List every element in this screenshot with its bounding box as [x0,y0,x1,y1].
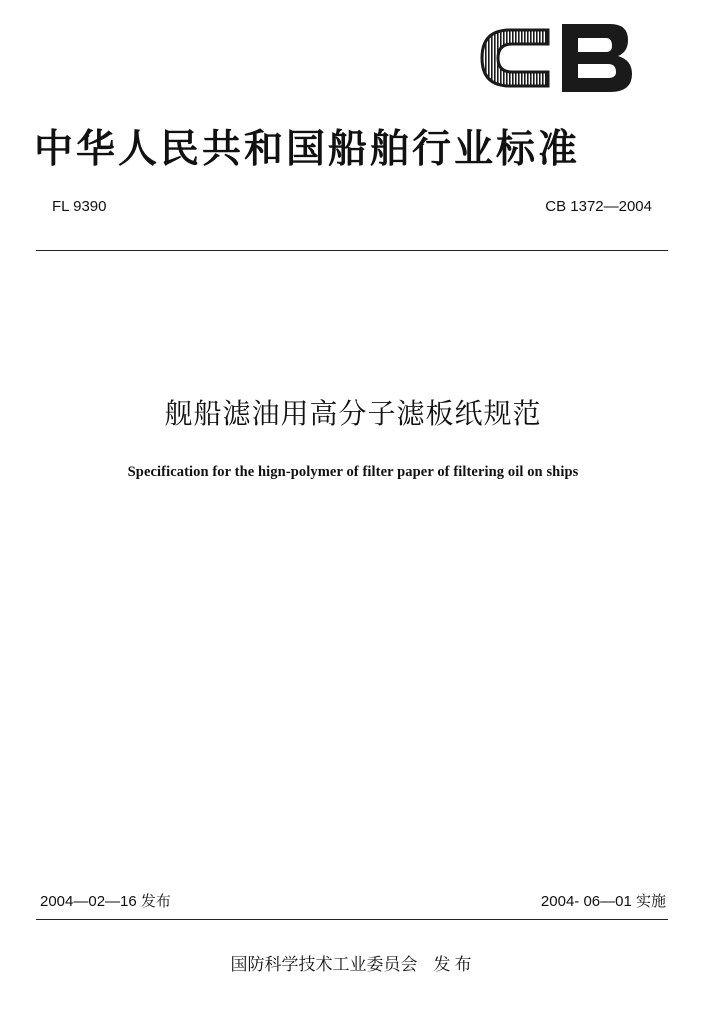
document-title-english: Specification for the hign-polymer of filter paper of filtering oil on ships [127,464,579,480]
standard-number: CB 1372—2004 [545,198,652,215]
issue-date: 2004—02—16 发布 [40,893,171,910]
issue-action-label: 发布 [433,955,476,975]
header-divider [36,250,668,251]
standard-category-title: 中华人民共和国船舶行业标准 [34,127,581,172]
effective-date: 2004- 06—01 实施 [540,893,666,910]
classification-code: FL 9390 [52,198,107,215]
footer-divider [36,919,668,920]
issuing-authority [0,950,706,975]
issuer-name: 国防科学技术工业委员会 [230,955,418,975]
cb-logo [470,16,638,100]
document-title-chinese: 舰船滤油用高分子滤板纸规范 [164,397,542,430]
